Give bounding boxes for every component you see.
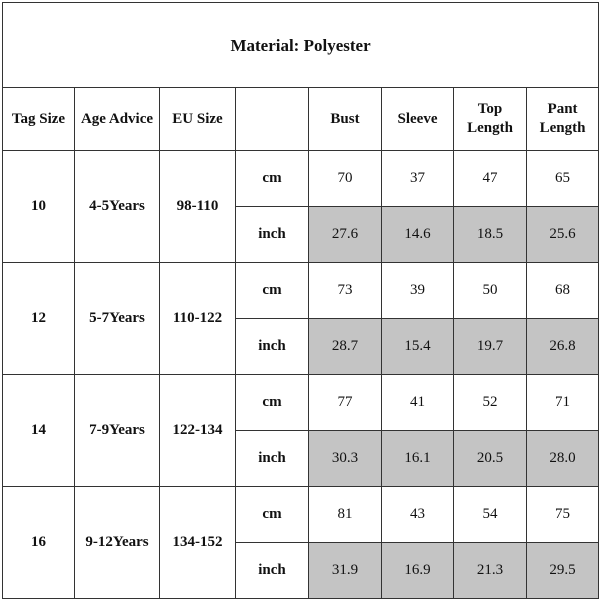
table-row: [3, 263, 599, 319]
eu-size-cell: 98-110: [160, 151, 236, 263]
tag-size-cell: 10: [3, 151, 75, 263]
bust-cell: 73: [309, 263, 382, 319]
bust-cell: 70: [309, 151, 382, 207]
header-sleeve: Sleeve: [382, 88, 454, 151]
bust-cell: 28.7: [309, 319, 382, 375]
tag-size-cell: 14: [3, 375, 75, 487]
bust-cell: 27.6: [309, 207, 382, 263]
table-title: Material: Polyester: [3, 3, 599, 88]
header-row: [3, 88, 599, 151]
table-row: [3, 375, 599, 431]
pant-length-cell: 65: [527, 151, 599, 207]
bust-cell: 77: [309, 375, 382, 431]
unit-cell: cm: [236, 151, 309, 207]
header-pant-length: Pant Length: [527, 88, 599, 151]
sleeve-cell: 16.9: [382, 543, 454, 599]
age-advice-cell: 5-7Years: [75, 263, 160, 375]
unit-cell: cm: [236, 487, 309, 543]
top-length-cell: 18.5: [454, 207, 527, 263]
bust-cell: 30.3: [309, 431, 382, 487]
pant-length-cell: 68: [527, 263, 599, 319]
unit-cell: cm: [236, 375, 309, 431]
age-advice-cell: 9-12Years: [75, 487, 160, 599]
sleeve-cell: 16.1: [382, 431, 454, 487]
top-length-cell: 21.3: [454, 543, 527, 599]
header-bust: Bust: [309, 88, 382, 151]
size-table: [2, 2, 599, 599]
sleeve-cell: 37: [382, 151, 454, 207]
sleeve-cell: 41: [382, 375, 454, 431]
eu-size-cell: 110-122: [160, 263, 236, 375]
eu-size-cell: 122-134: [160, 375, 236, 487]
sleeve-cell: 39: [382, 263, 454, 319]
top-length-cell: 47: [454, 151, 527, 207]
age-advice-cell: 4-5Years: [75, 151, 160, 263]
pant-length-cell: 75: [527, 487, 599, 543]
bust-cell: 81: [309, 487, 382, 543]
header-age-advice: Age Advice: [75, 88, 160, 151]
header-eu-size: EU Size: [160, 88, 236, 151]
top-length-cell: 52: [454, 375, 527, 431]
unit-cell: cm: [236, 263, 309, 319]
pant-length-cell: 26.8: [527, 319, 599, 375]
header-tag-size: Tag Size: [3, 88, 75, 151]
bust-cell: 31.9: [309, 543, 382, 599]
top-length-cell: 54: [454, 487, 527, 543]
top-length-cell: 20.5: [454, 431, 527, 487]
top-length-cell: 50: [454, 263, 527, 319]
table-row: [3, 151, 599, 207]
unit-cell: inch: [236, 319, 309, 375]
tag-size-cell: 16: [3, 487, 75, 599]
sleeve-cell: 14.6: [382, 207, 454, 263]
eu-size-cell: 134-152: [160, 487, 236, 599]
sleeve-cell: 15.4: [382, 319, 454, 375]
header-top-length: Top Length: [454, 88, 527, 151]
size-chart: [2, 2, 598, 600]
tag-size-cell: 12: [3, 263, 75, 375]
pant-length-cell: 71: [527, 375, 599, 431]
unit-cell: inch: [236, 431, 309, 487]
table-row: [3, 487, 599, 543]
header-unit: [236, 88, 309, 151]
age-advice-cell: 7-9Years: [75, 375, 160, 487]
pant-length-cell: 25.6: [527, 207, 599, 263]
unit-cell: inch: [236, 207, 309, 263]
pant-length-cell: 29.5: [527, 543, 599, 599]
pant-length-cell: 28.0: [527, 431, 599, 487]
top-length-cell: 19.7: [454, 319, 527, 375]
sleeve-cell: 43: [382, 487, 454, 543]
unit-cell: inch: [236, 543, 309, 599]
